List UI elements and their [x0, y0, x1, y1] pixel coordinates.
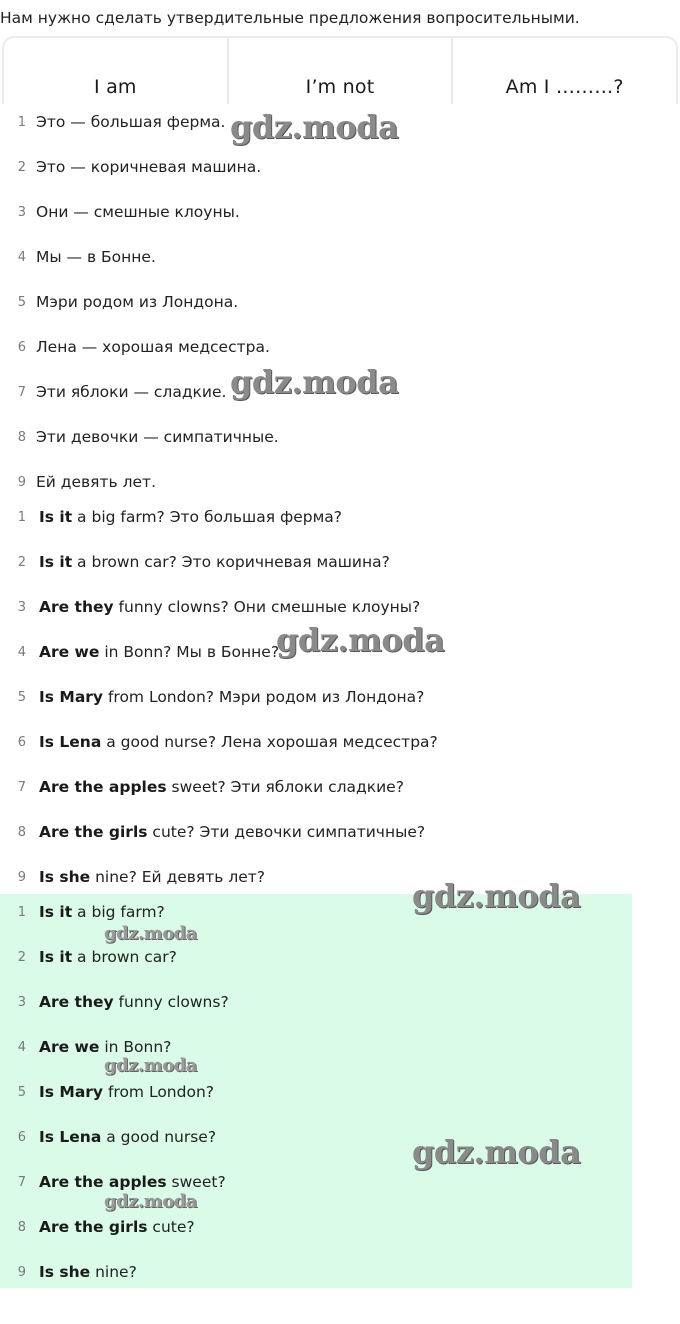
list-item: [0, 336, 270, 358]
item-text: [39, 1263, 137, 1281]
item-number: 1: [17, 114, 26, 130]
watermark-text: gdz.moda: [104, 1055, 197, 1076]
list-item: [0, 291, 238, 313]
question-rest: sweet? Эти яблоки сладкие?: [166, 778, 404, 796]
question-rest: a big farm?: [72, 903, 165, 921]
item-number: 2: [17, 159, 26, 175]
question-rest: a brown car? Это коричневая машина?: [72, 553, 390, 571]
grammar-table-header: [2, 36, 678, 104]
question-lead: Are we: [39, 643, 100, 661]
question-lead: Is Mary: [39, 688, 104, 706]
list-item: [0, 111, 225, 133]
list-item: [0, 426, 279, 448]
question-lead: Is she: [39, 1263, 91, 1281]
list-item: [0, 1126, 216, 1148]
item-number: 6: [17, 1129, 26, 1145]
list-item: [0, 1261, 137, 1283]
list-item: [0, 946, 177, 968]
header-i-am: I am: [94, 76, 137, 98]
question-rest: nine?: [90, 1263, 137, 1281]
item-text: [39, 553, 390, 571]
item-text: [39, 598, 420, 616]
task-instruction: Нам нужно сделать утвердительные предложения вопросительными.: [0, 9, 580, 27]
list-item: [0, 776, 404, 798]
question-lead: Are the girls: [39, 823, 148, 841]
item-number: 8: [17, 429, 26, 445]
question-rest: from London?: [103, 1083, 214, 1101]
item-number: 5: [17, 294, 26, 310]
watermark-text: gdz.moda: [412, 1133, 581, 1171]
item-text: [39, 948, 177, 966]
item-text: [39, 868, 265, 886]
watermark-text: gdz.moda: [276, 621, 445, 659]
item-number: 4: [17, 1039, 26, 1055]
watermark-text: gdz.moda: [104, 923, 197, 944]
question-lead: Are they: [39, 993, 114, 1011]
item-text: Это — большая ферма.: [36, 113, 226, 131]
item-number: 8: [17, 824, 26, 840]
item-number: 7: [17, 384, 26, 400]
question-lead: Are the girls: [39, 1218, 148, 1236]
item-text: [39, 1173, 226, 1191]
question-lead: Is she: [39, 868, 91, 886]
list-item: [0, 1216, 195, 1238]
list-item: [0, 201, 240, 223]
question-rest: a good nurse? Лена хорошая медсестра?: [101, 733, 438, 751]
item-number: 4: [17, 644, 26, 660]
item-text: [39, 1218, 195, 1236]
item-text: [39, 1128, 216, 1146]
question-lead: Is Lena: [39, 1128, 102, 1146]
item-text: [39, 733, 438, 751]
watermark-text: gdz.moda: [412, 877, 581, 915]
watermark-text: gdz.moda: [230, 108, 399, 146]
question-rest: sweet?: [166, 1173, 226, 1191]
question-rest: cute? Эти девочки симпатичные?: [147, 823, 426, 841]
item-text: [39, 1038, 171, 1056]
list-item: [0, 1171, 226, 1193]
list-item: [0, 551, 390, 573]
item-number: 3: [17, 204, 26, 220]
watermark-text: gdz.moda: [104, 1191, 197, 1212]
item-number: 3: [17, 599, 26, 615]
item-text: Эти яблоки — сладкие.: [36, 383, 227, 401]
question-rest: nine? Ей девять лет?: [90, 868, 266, 886]
item-text: Мы — в Бонне.: [36, 248, 156, 266]
item-text: Эти девочки — симпатичные.: [36, 428, 279, 446]
question-rest: in Bonn? Мы в Бонне?: [99, 643, 280, 661]
item-text: Это — коричневая машина.: [36, 158, 262, 176]
list-item: [0, 1036, 171, 1058]
item-number: 2: [17, 949, 26, 965]
question-rest: a brown car?: [72, 948, 177, 966]
question-lead: Is Lena: [39, 733, 102, 751]
list-item: [0, 901, 165, 923]
item-text: [39, 508, 342, 526]
list-item: [0, 991, 229, 1013]
item-number: 5: [17, 689, 26, 705]
item-number: 5: [17, 1084, 26, 1100]
item-text: [39, 823, 425, 841]
item-number: 7: [17, 1174, 26, 1190]
header-am-i: Am I ………?: [451, 38, 676, 104]
item-text: [39, 1083, 214, 1101]
item-number: 6: [17, 339, 26, 355]
list-item: [0, 641, 279, 663]
list-item: [0, 1081, 214, 1103]
item-number: 9: [17, 474, 26, 490]
list-item: [0, 471, 156, 493]
item-text: Лена — хорошая медсестра.: [36, 338, 270, 356]
question-lead: Is it: [39, 553, 73, 571]
item-text: Они — смешные клоуны.: [36, 203, 240, 221]
item-number: 9: [17, 1264, 26, 1280]
question-rest: from London? Мэри родом из Лондона?: [103, 688, 425, 706]
question-lead: Are the apples: [39, 1173, 167, 1191]
item-number: 3: [17, 994, 26, 1010]
item-number: 2: [17, 554, 26, 570]
list-item: [0, 156, 261, 178]
item-number: 4: [17, 249, 26, 265]
item-text: Ей девять лет.: [36, 473, 156, 491]
list-item: [0, 686, 424, 708]
question-rest: a good nurse?: [101, 1128, 217, 1146]
list-item: [0, 866, 265, 888]
item-number: 9: [17, 869, 26, 885]
question-lead: Is it: [39, 903, 73, 921]
item-text: [39, 643, 279, 661]
item-text: Мэри родом из Лондона.: [36, 293, 239, 311]
list-item: [0, 821, 425, 843]
question-lead: Are they: [39, 598, 114, 616]
question-rest: funny clowns? Они смешные клоуны?: [113, 598, 421, 616]
question-lead: Is it: [39, 508, 73, 526]
question-lead: Is it: [39, 948, 73, 966]
list-item: [0, 506, 342, 528]
item-number: 1: [17, 509, 26, 525]
item-text: [39, 778, 404, 796]
list-item: [0, 246, 156, 268]
question-lead: Are the apples: [39, 778, 167, 796]
question-rest: cute?: [147, 1218, 195, 1236]
item-number: 7: [17, 779, 26, 795]
question-rest: in Bonn?: [99, 1038, 172, 1056]
header-im-not: I’m not: [227, 38, 452, 104]
question-rest: a big farm? Это большая ферма?: [72, 508, 343, 526]
question-lead: Are we: [39, 1038, 100, 1056]
item-text: [39, 903, 165, 921]
list-item: [0, 596, 420, 618]
list-item: [0, 731, 438, 753]
list-item: [0, 381, 226, 403]
watermark-text: gdz.moda: [230, 363, 399, 401]
item-text: [39, 688, 424, 706]
item-number: 8: [17, 1219, 26, 1235]
item-number: 6: [17, 734, 26, 750]
question-lead: Is Mary: [39, 1083, 104, 1101]
item-number: 1: [17, 904, 26, 920]
question-rest: funny clowns?: [113, 993, 229, 1011]
item-text: [39, 993, 229, 1011]
